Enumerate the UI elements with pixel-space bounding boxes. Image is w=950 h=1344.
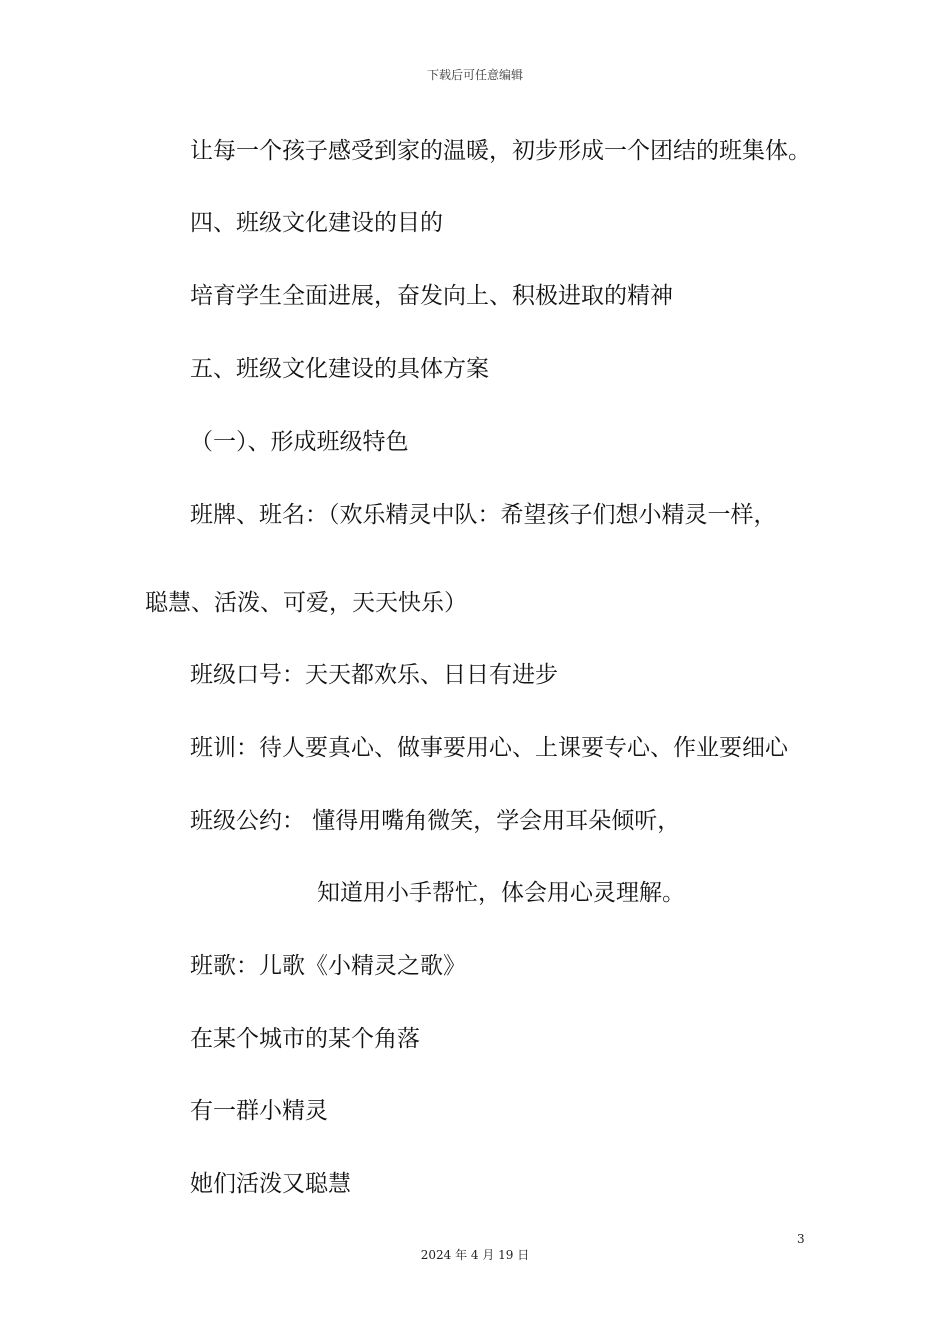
page-header: 下载后可任意编辑 bbox=[426, 68, 523, 82]
class-song-line: 班歌：儿歌《小精灵之歌》 bbox=[190, 953, 466, 979]
class-convention-continuation: 知道用小手帮忙，体会用心灵理解。 bbox=[317, 880, 685, 906]
body-line-1: 让每一个孩子感受到家的温暖，初步形成一个团结的班集体。 bbox=[190, 138, 811, 164]
section-heading-5: 五、班级文化建设的具体方案 bbox=[190, 356, 489, 382]
subsection-heading-1: （一）、形成班级特色 bbox=[190, 429, 409, 455]
lyric-line-2: 有一群小精灵 bbox=[190, 1098, 328, 1124]
lyric-line-3: 她们活泼又聪慧 bbox=[190, 1171, 351, 1197]
lyric-line-1: 在某个城市的某个角落 bbox=[190, 1026, 420, 1052]
class-convention-line: 班级公约： 懂得用嘴角微笑，学会用耳朵倾听， bbox=[190, 808, 681, 834]
footer-date: 2024 年 4 月 19 日 bbox=[420, 1248, 530, 1262]
body-line-3: 培育学生全面进展，奋发向上、积极进取的精神 bbox=[190, 283, 673, 309]
class-motto-line: 班训：待人要真心、做事要用心、上课要专心、作业要细心 bbox=[190, 735, 788, 761]
class-name-line: 班牌、班名：（欢乐精灵中队：希望孩子们想小精灵一样， bbox=[190, 502, 777, 528]
page-number: 3 bbox=[797, 1232, 805, 1246]
section-heading-4: 四、班级文化建设的目的 bbox=[190, 210, 443, 236]
class-slogan-line: 班级口号：天天都欢乐、日日有进步 bbox=[190, 662, 558, 688]
class-name-continuation: 聪慧、活泼、可爱，天天快乐） bbox=[145, 590, 467, 616]
